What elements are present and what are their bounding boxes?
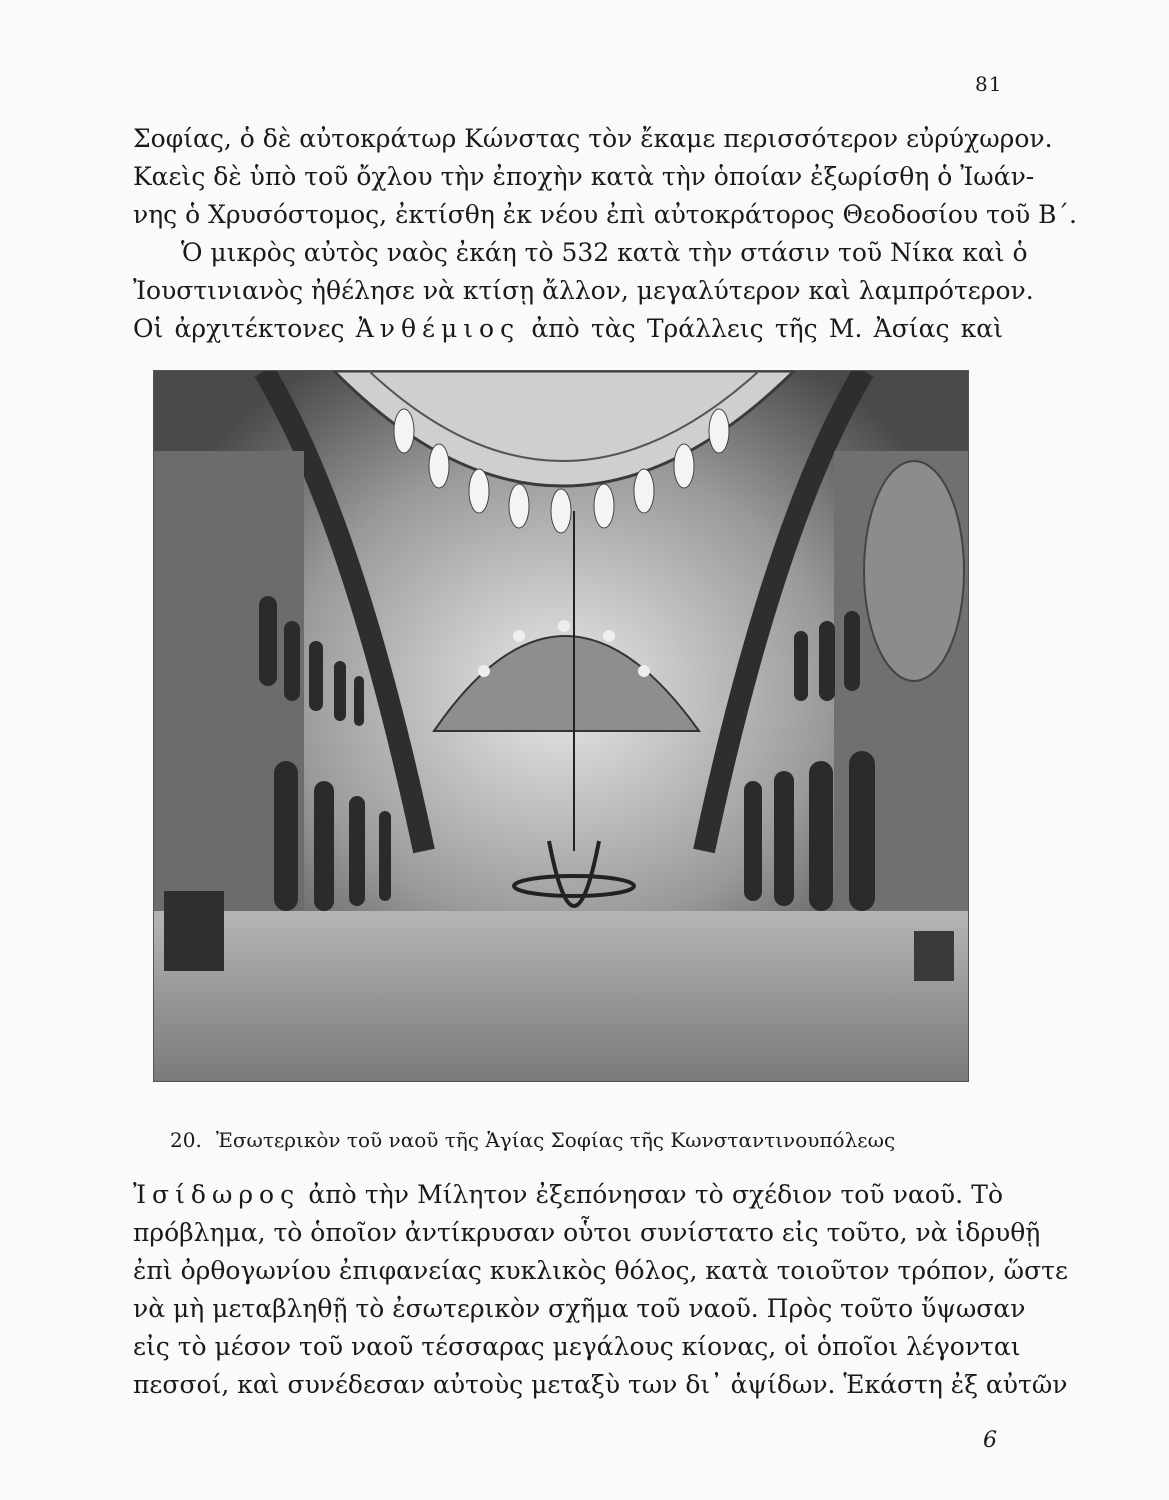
text-line: ἐπὶ ὀρθογωνίου ἐπιφανείας κυκλικὸς θόλος, κατὰ τοιοῦτον τρόπον, ὥστε xyxy=(133,1256,1068,1285)
text-line: Ὁ μικρὸς αὐτὸς ναὸς ἐκάη τὸ 532 κατὰ τὴν στάσιν τοῦ Νίκα καὶ ὁ xyxy=(181,238,1028,267)
architect-name: Ἰσίδωρος xyxy=(133,1180,301,1209)
bottom-paragraph xyxy=(133,1176,1068,1404)
text-line: νης ὁ Χρυσόστομος, ἐκτίσθη ἐκ νέου ἐπὶ αὐτοκράτορος Θεοδοσίου τοῦ Β΄. xyxy=(133,200,1077,229)
top-paragraph xyxy=(133,120,1077,234)
text-line xyxy=(133,1176,1003,1214)
architect-name: Ἀνθέμιος xyxy=(355,314,521,343)
page-number: 81 xyxy=(975,72,1003,96)
text-line: πρόβλημα, τὸ ὁποῖον ἀντίκρυσαν οὗτοι συνίστατο εἰς τοῦτο, νὰ ἱδρυθῇ xyxy=(133,1218,1041,1247)
text-run: Οἱ ἀρχιτέκτονες xyxy=(133,314,356,343)
text-line xyxy=(133,310,1003,348)
figure-caption xyxy=(170,1128,970,1152)
text-line: πεσσοί, καὶ συνέδεσαν αὐτοὺς μεταξὺ των δι᾽ ἁψίδων. Ἑκάστη ἐξ αὐτῶν xyxy=(133,1370,1068,1399)
hagia-sophia-interior-photo xyxy=(153,370,969,1082)
text-run: ἀπὸ τὴν Μίλητον ἐξεπόνησαν τὸ σχέδιον τοῦ ναοῦ. Τὸ xyxy=(300,1180,1003,1209)
text-line: Καεὶς δὲ ὑπὸ τοῦ ὄχλου τὴν ἐποχὴν κατὰ τὴν ὁποίαν ἐξωρίσθη ὁ Ἰωάν- xyxy=(133,162,1035,191)
printer-signature: 6 xyxy=(983,1428,997,1453)
text-line: νὰ μὴ μεταβληθῇ τὸ ἐσωτερικὸν σχῆμα τοῦ ναοῦ. Πρὸς τοῦτο ὕψωσαν xyxy=(133,1294,1026,1323)
text-line: Ἰουστινιανὸς ἠθέλησε νὰ κτίσῃ ἄλλον, μεγαλύτερον καὶ λαμπρότερον. xyxy=(133,276,1034,305)
text-run: ἀπὸ τὰς Τράλλεις τῆς Μ. Ἀσίας καὶ xyxy=(520,314,1003,343)
second-paragraph xyxy=(133,234,1034,348)
text-line: εἰς τὸ μέσον τοῦ ναοῦ τέσσαρας μεγάλους κίονας, οἱ ὁποῖοι λέγονται xyxy=(133,1332,1021,1361)
figure-number: 20. xyxy=(170,1128,202,1152)
caption-text: Ἐσωτερικὸν τοῦ ναοῦ τῆς Ἁγίας Σοφίας τῆς Κωνσταντινουπόλεως xyxy=(215,1128,896,1152)
text-line: Σοφίας, ὁ δὲ αὐτοκράτωρ Κώνστας τὸν ἔκαμε περισσότερον εὐρύχωρον. xyxy=(133,124,1053,153)
